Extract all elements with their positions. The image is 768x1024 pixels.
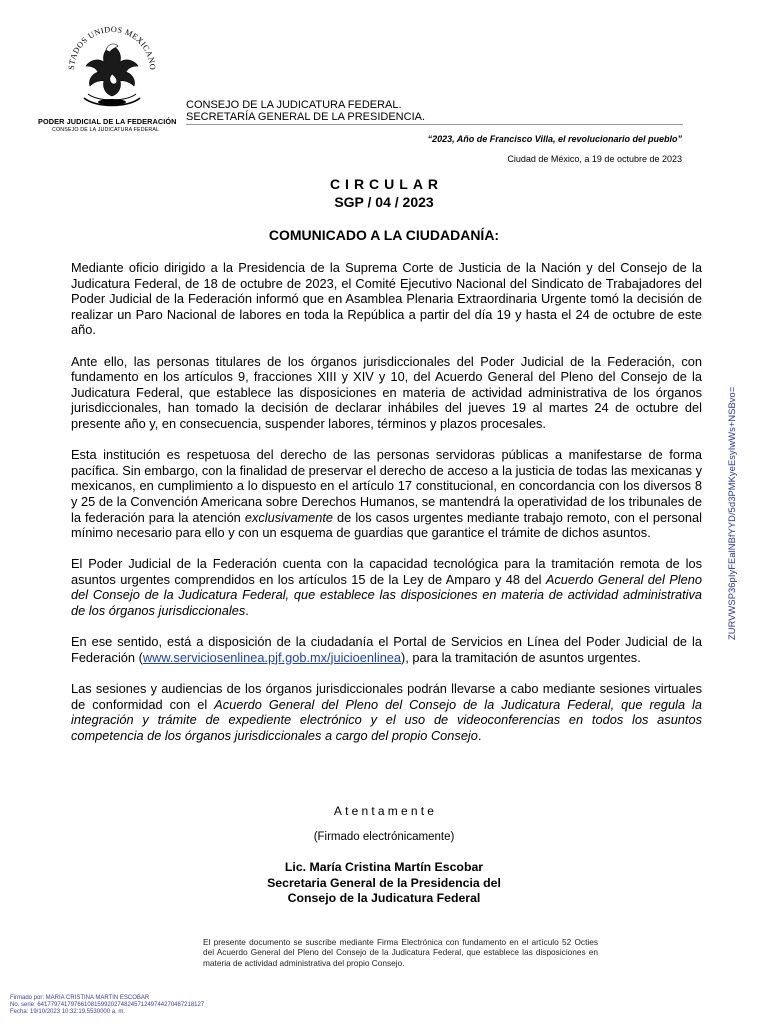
paragraph-6-part-b: . <box>477 727 482 743</box>
header-secretariat: SECRETARÍA GENERAL DE LA PRESIDENCIA. <box>186 111 426 123</box>
legal-footnote: El presente documento se suscribe mediante Firma Electrónica con fundamento en el artículo 52 Octies del Acuerdo General del Pleno del Consejo de la Judicatura Federal, que establece las disposiciones en materia de actividad administrativa del propio Consejo. <box>203 937 598 968</box>
paragraph-3-emphasis: exclusivamente <box>244 509 334 525</box>
paragraph-5-part-b: ), para la tramitación de asuntos urgentes. <box>401 649 641 665</box>
paragraph-2: Ante ello, las personas titulares de los órganos jurisdiccionales del Poder Judicial de la Federación, con fundamento en los artículos 9, fracciones XIII y XIV y 10, del Acuerdo General del Pleno del Consejo de la Judicatura Federal, que establece las disposiciones en materia de actividad administrativa de los órganos jurisdiccionales, han tomado la decisión de declarar inhábiles del jueves 19 al martes 24 de octubre del presente año y, en consecuencia, suspender labores, términos y plazos procesales. <box>71 353 702 431</box>
signature-signer: Firmado por: MARIA CRISTINA MARTIN ESCOBAR <box>10 995 150 1001</box>
closing-salutation: Atentamente <box>333 804 438 818</box>
electronic-signature-metadata <box>10 995 204 1015</box>
paragraph-3 <box>71 447 702 541</box>
document-type: CIRCULAR <box>329 176 444 192</box>
paragraph-3-part-b: de los casos urgentes mediante trabajo remoto, con el personal mínimo necesario para ello y con un esquema de guardias que garantice el trámite de dichos asuntos. <box>71 509 702 541</box>
paragraph-4-part-b: . <box>245 603 249 619</box>
document-heading: COMUNICADO A LA CIUDADANÍA: <box>268 227 500 243</box>
paragraph-6-emphasis: Acuerdo General del Pleno del Consejo de la Judicatura Federal, que regula la integración y trámite de expediente electrónico y el uso de videoconferencias en todos los asuntos competencia de los órganos jurisdiccionales a cargo del propio Consejo <box>71 696 702 743</box>
paragraph-5-part-a: En ese sentido, está a disposición de la ciudadanía el Portal de Servicios en Línea del Poder Judicial de la Federación ( <box>71 634 702 665</box>
document-body <box>71 260 702 759</box>
circular-number: SGP / 04 / 2023 <box>334 194 434 210</box>
institution-name: PODER JUDICIAL DE LA FEDERACIÓN <box>38 117 177 126</box>
signer-role-line-1: Secretaria General de la Presidencia del <box>267 875 501 890</box>
signature-note: (Firmado electrónicamente) <box>313 831 455 843</box>
place-and-date: Ciudad de México, a 19 de octubre de 2023 <box>507 154 682 164</box>
institution-subname: CONSEJO DE LA JUDICATURA FEDERAL <box>52 127 160 133</box>
header-council: CONSEJO DE LA JUDICATURA FEDERAL. <box>186 99 402 111</box>
paragraph-5 <box>71 634 702 665</box>
paragraph-6-part-a: Las sesiones y audiencias de los órganos jurisdiccionales podrán llevarse a cabo mediante sesiones virtuales de conformidad con el <box>71 681 702 712</box>
national-seal-logo <box>62 18 162 116</box>
signature-date: Fecha: 19/10/2023 10:32:19.5530000 a. m. <box>10 1008 126 1015</box>
signer-name: Lic. María Cristina Martín Escobar <box>284 860 484 874</box>
seal-text: STADOS UNIDOS MEXICANO <box>66 24 158 71</box>
paragraph-4 <box>71 556 702 618</box>
portal-link[interactable]: www.serviciosenlinea.pjf.gob.mx/juicioenlinea <box>142 649 402 665</box>
paragraph-6 <box>71 681 702 743</box>
signer-block <box>0 860 768 907</box>
paragraph-1: Mediante oficio dirigido a la Presidencia de la Suprema Corte de Justicia de la Nación y del Consejo de la Judicatura Federal, de 18 de octubre de 2023, el Comité Ejecutivo Nacional del Sindicato de Trabajadores del Poder Judicial de la Federación informó que en Asamblea Plenaria Extraordinaria Urgente tomó la decisión de realizar un Paro Nacional de labores en toda la República a partir del día 19 y hasta el 24 de octubre de este año. <box>71 260 702 338</box>
year-motto: “2023, Año de Francisco Villa, el revolucionario del pueblo” <box>427 134 682 144</box>
verification-code: ZURVWSP36pIyFEalNBfYYD/5d3PMKyeEsyIwWs+NSBvo= <box>727 386 737 640</box>
signer-role-line-2: Consejo de la Judicatura Federal <box>287 891 481 905</box>
signature-serial: No. serie: 64177974179766108159920274824571249744270487218127 <box>10 1001 205 1008</box>
paragraph-4-part-a: El Poder Judicial de la Federación cuenta con la capacidad tecnológica para la tramitación remota de los asuntos urgentes comprendidos en los artículos 15 de la Ley de Amparo y 48 del <box>71 556 702 587</box>
paragraph-4-emphasis: Acuerdo General del Pleno del Consejo de la Judicatura Federal, que establece las disposiciones en materia de actividad administrativa de los órganos jurisdiccionales <box>71 571 702 619</box>
paragraph-3-part-a: Esta institución es respetuosa del derecho de las personas servidoras públicas a manifestarse de forma pacífica. Sin embargo, con la finalidad de preservar el derecho de acceso a la justicia de todas las mexicanas y mexicanos, en cumplimiento a lo dispuesto en el artículo 17 constitucional, en concordancia con los diversos 8 y 25 de la Convención Americana sobre Derechos Humanos, se mantendrá la operatividad de los tribunales de la federación para la atención <box>71 447 702 525</box>
header-divider <box>186 124 683 125</box>
